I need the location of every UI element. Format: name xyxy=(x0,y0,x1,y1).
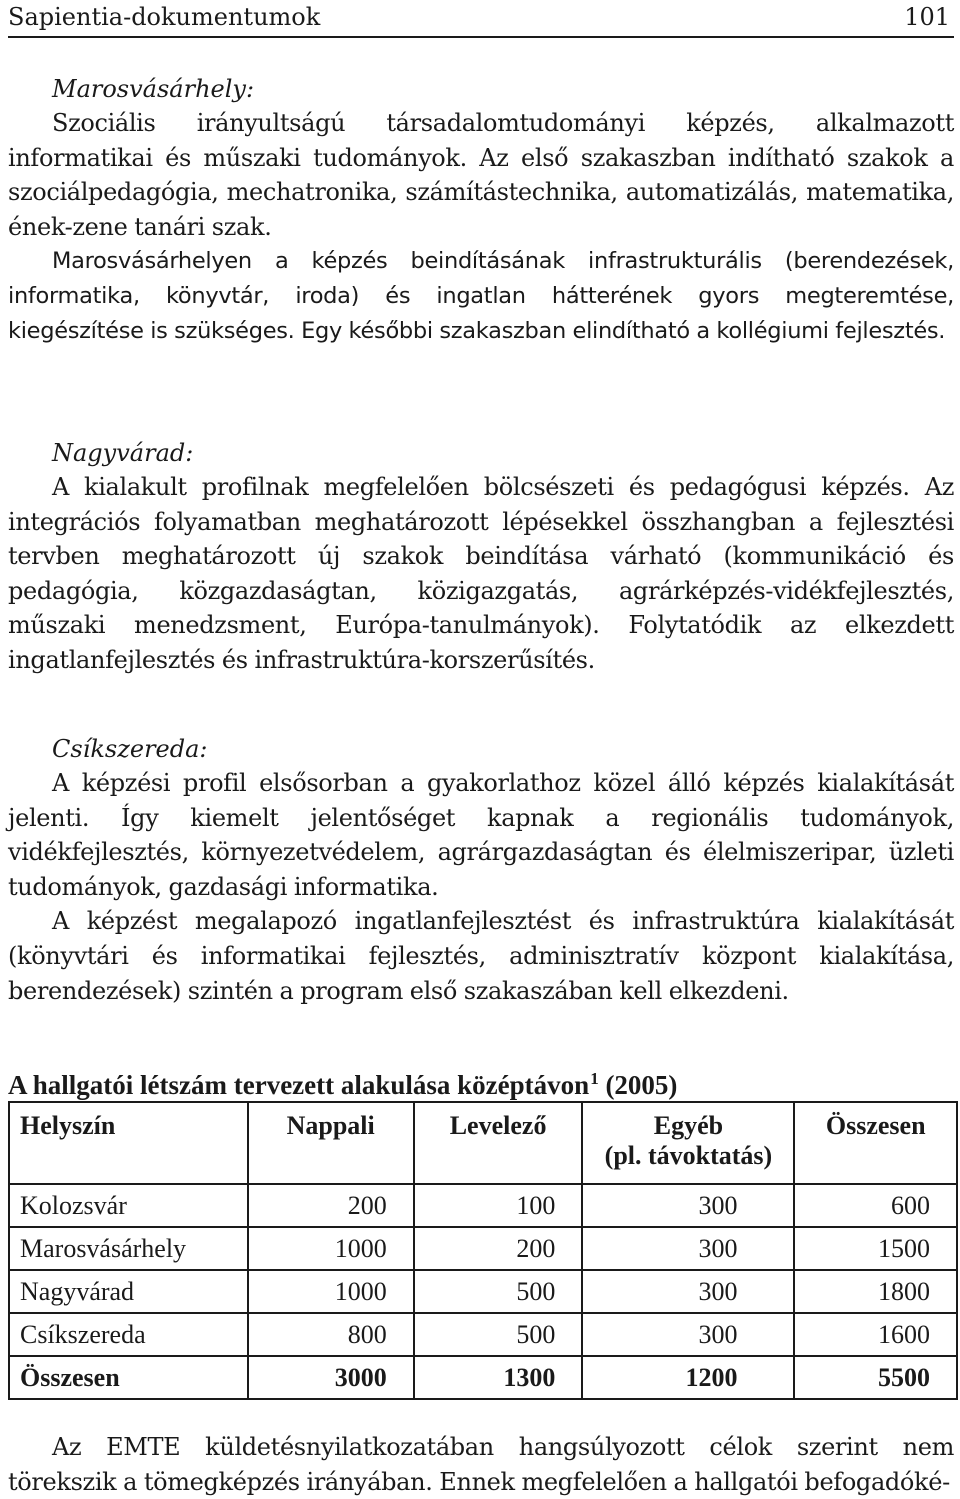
cell-other: 300 xyxy=(582,1184,794,1227)
cell-other: 300 xyxy=(582,1270,794,1313)
table-title-text: A hallgatói létszám tervezett alakulása középtávon xyxy=(8,1070,590,1100)
student-numbers-table xyxy=(8,1101,958,1400)
cell-other: 1200 xyxy=(582,1356,794,1399)
header-other xyxy=(582,1102,794,1184)
paragraph: A képzést megalapozó ingatlanfejlesztést és infrastruktúra kialakítását (könyvtári és informatikai fejlesztés, adminisztratív központ kialakítása, berendezések) szintén a program első szakaszában kell elkezdeni. xyxy=(8,907,954,1005)
paragraph: Az EMTE küldetésnyilatkozatában hangsúlyozott célok szerint nem törekszik a tömegképzés irányában. Ennek megfelelően a hallgatói befogadóké- xyxy=(8,1433,954,1496)
section-csikszereda xyxy=(8,732,954,1008)
cell-correspondence: 500 xyxy=(414,1313,583,1356)
cell-location: Csíkszereda xyxy=(9,1313,248,1356)
table-total-row xyxy=(9,1356,957,1399)
cell-other: 300 xyxy=(582,1227,794,1270)
cell-fulltime: 1000 xyxy=(248,1227,414,1270)
footnote-marker: 1 xyxy=(590,1069,599,1088)
header-location: Helyszín xyxy=(9,1102,248,1184)
section-closing xyxy=(8,1430,954,1499)
table-row xyxy=(9,1313,957,1356)
cell-total: 5500 xyxy=(794,1356,957,1399)
cell-total: 1800 xyxy=(794,1270,957,1313)
table-row xyxy=(9,1270,957,1313)
section-marosvasarhely xyxy=(8,72,954,348)
cell-total: 1600 xyxy=(794,1313,957,1356)
header-correspondence: Levelező xyxy=(414,1102,583,1184)
table-row xyxy=(9,1227,957,1270)
table-header-row xyxy=(9,1102,957,1184)
cell-correspondence: 500 xyxy=(414,1270,583,1313)
section-heading: Marosvásárhely: xyxy=(52,75,255,103)
cell-fulltime: 1000 xyxy=(248,1270,414,1313)
paragraph: Szociális irányultságú társadalomtudományi képzés, alkalmazott informatikai és műszaki tudományok. Az első szakaszban indítható szakok a szociálpedagógia, mechatronika, számítástechnika, automatizálás, matematika, ének-zene tanári szak. xyxy=(8,109,954,241)
cell-location: Összesen xyxy=(9,1356,248,1399)
cell-correspondence: 1300 xyxy=(414,1356,583,1399)
paragraph: A kialakult profilnak megfelelően bölcsészeti és pedagógusi képzés. Az integrációs folyamatban meghatározott lépésekkel összhangban a fejlesztési tervben meghatározott új szakok beindítása várható (kommunikáció és pedagógia, közgazdaságtan, közigazgatás, agrárképzés-vidékfejlesztés, műszaki menedzsment, Európa-tanulmányok). Folytatódik az elkezdett ingatlanfejlesztés és infrastruktúra-korszerűsítés. xyxy=(8,473,954,674)
page-header xyxy=(8,0,954,38)
cell-location: Nagyvárad xyxy=(9,1270,248,1313)
cell-fulltime: 800 xyxy=(248,1313,414,1356)
table-row xyxy=(9,1184,957,1227)
section-heading: Nagyvárad: xyxy=(52,439,194,467)
running-title: Sapientia-dokumentumok xyxy=(8,3,321,31)
cell-total: 600 xyxy=(794,1184,957,1227)
cell-location: Marosvásárhely xyxy=(9,1227,248,1270)
table-title xyxy=(8,1062,677,1102)
paragraph: Marosvásárhelyen a képzés beindításának infrastrukturális (berendezések, informatika, könyvtár, iroda) és ingatlan hátterének gyors megteremtése, kiegészítése is szükséges. Egy későbbi szakaszban elindítható a kollégiumi fejlesztés. xyxy=(8,248,954,344)
cell-correspondence: 100 xyxy=(414,1184,583,1227)
cell-correspondence: 200 xyxy=(414,1227,583,1270)
header-other-label: Egyéb xyxy=(653,1111,724,1140)
section-heading: Csíkszereda: xyxy=(52,735,208,763)
cell-fulltime: 3000 xyxy=(248,1356,414,1399)
header-other-note: (pl. távoktatás) xyxy=(604,1141,773,1170)
table-title-year: (2005) xyxy=(605,1070,678,1100)
header-fulltime: Nappali xyxy=(248,1102,414,1184)
header-total: Összesen xyxy=(794,1102,957,1184)
cell-total: 1500 xyxy=(794,1227,957,1270)
cell-fulltime: 200 xyxy=(248,1184,414,1227)
paragraph: A képzési profil elsősorban a gyakorlathoz közel álló képzés kialakítását jelenti. Így kiemelt jelentőséget kapnak a regionális tudományok, vidékfejlesztés, környezetvédelem, agrárgazdaságtan és élelmiszeripar, üzleti tudományok, gazdasági informatika. xyxy=(8,769,954,901)
cell-location: Kolozsvár xyxy=(9,1184,248,1227)
page-number: 101 xyxy=(904,3,950,31)
cell-other: 300 xyxy=(582,1313,794,1356)
section-nagyvarad xyxy=(8,436,954,678)
